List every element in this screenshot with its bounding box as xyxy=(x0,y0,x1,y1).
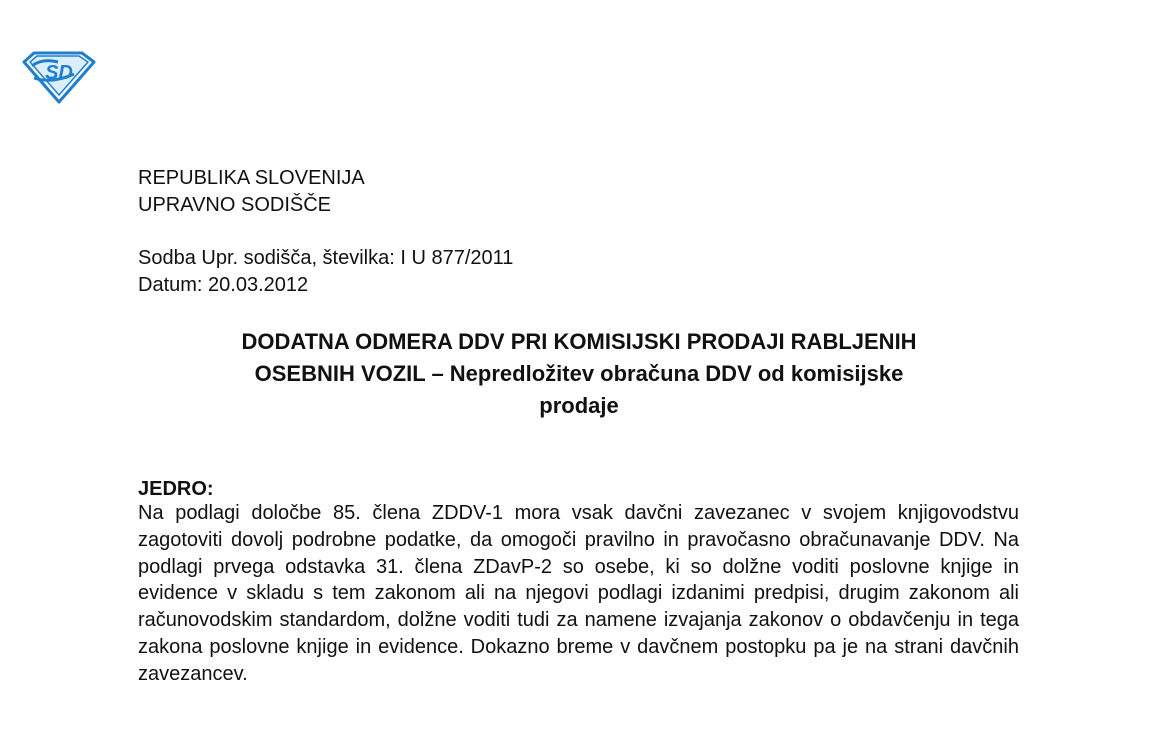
title-line-2: OSEBNIH VOZIL – Nepredložitev obračuna DDV od komisijske xyxy=(254,361,904,386)
sd-shield-logo-icon xyxy=(22,48,96,104)
jedro-paragraph: Na podlagi določbe 85. člena ZDDV-1 mora vsak davčni zavezanec v svojem knjigovodstvu zagotoviti dovolj podrobne podatke, da omogoči pravilno in pravočasno obračunavanje DDV. Na podlagi prvega odstavka 31. člena ZDavP-2 so osebe, ki so dolžne voditi poslovne knjige in evidence v skladu s tem zakonom ali na njegovi podlagi izdanimi predpisi, drugim zakonom ali računovodskim standardom, dolžne voditi tudi za namene izvajanja zakonov o obdavčenju in tega zakona poslovne knjige in evidence. Dokazno breme v davčnem postopku pa je na strani davčnih zavezancev. xyxy=(138,502,1019,685)
case-meta xyxy=(138,245,513,299)
title-line-3: prodaje xyxy=(539,393,619,418)
case-number: Sodba Upr. sodišča, številka: I U 877/2011 xyxy=(138,247,514,269)
jedro-heading: JEDRO: xyxy=(138,478,214,500)
case-date: Datum: 20.03.2012 xyxy=(138,274,309,296)
court-name: UPRAVNO SODIŠČE xyxy=(138,194,331,216)
document-title xyxy=(140,326,1018,422)
logo-letters: SD xyxy=(45,62,73,84)
sd-logo xyxy=(22,48,96,104)
title-line-1: DODATNA ODMERA DDV PRI KOMISIJSKI PRODAJI RABLJENIH xyxy=(241,329,917,354)
country-name: REPUBLIKA SLOVENIJA xyxy=(138,167,365,189)
court-header xyxy=(138,165,365,219)
